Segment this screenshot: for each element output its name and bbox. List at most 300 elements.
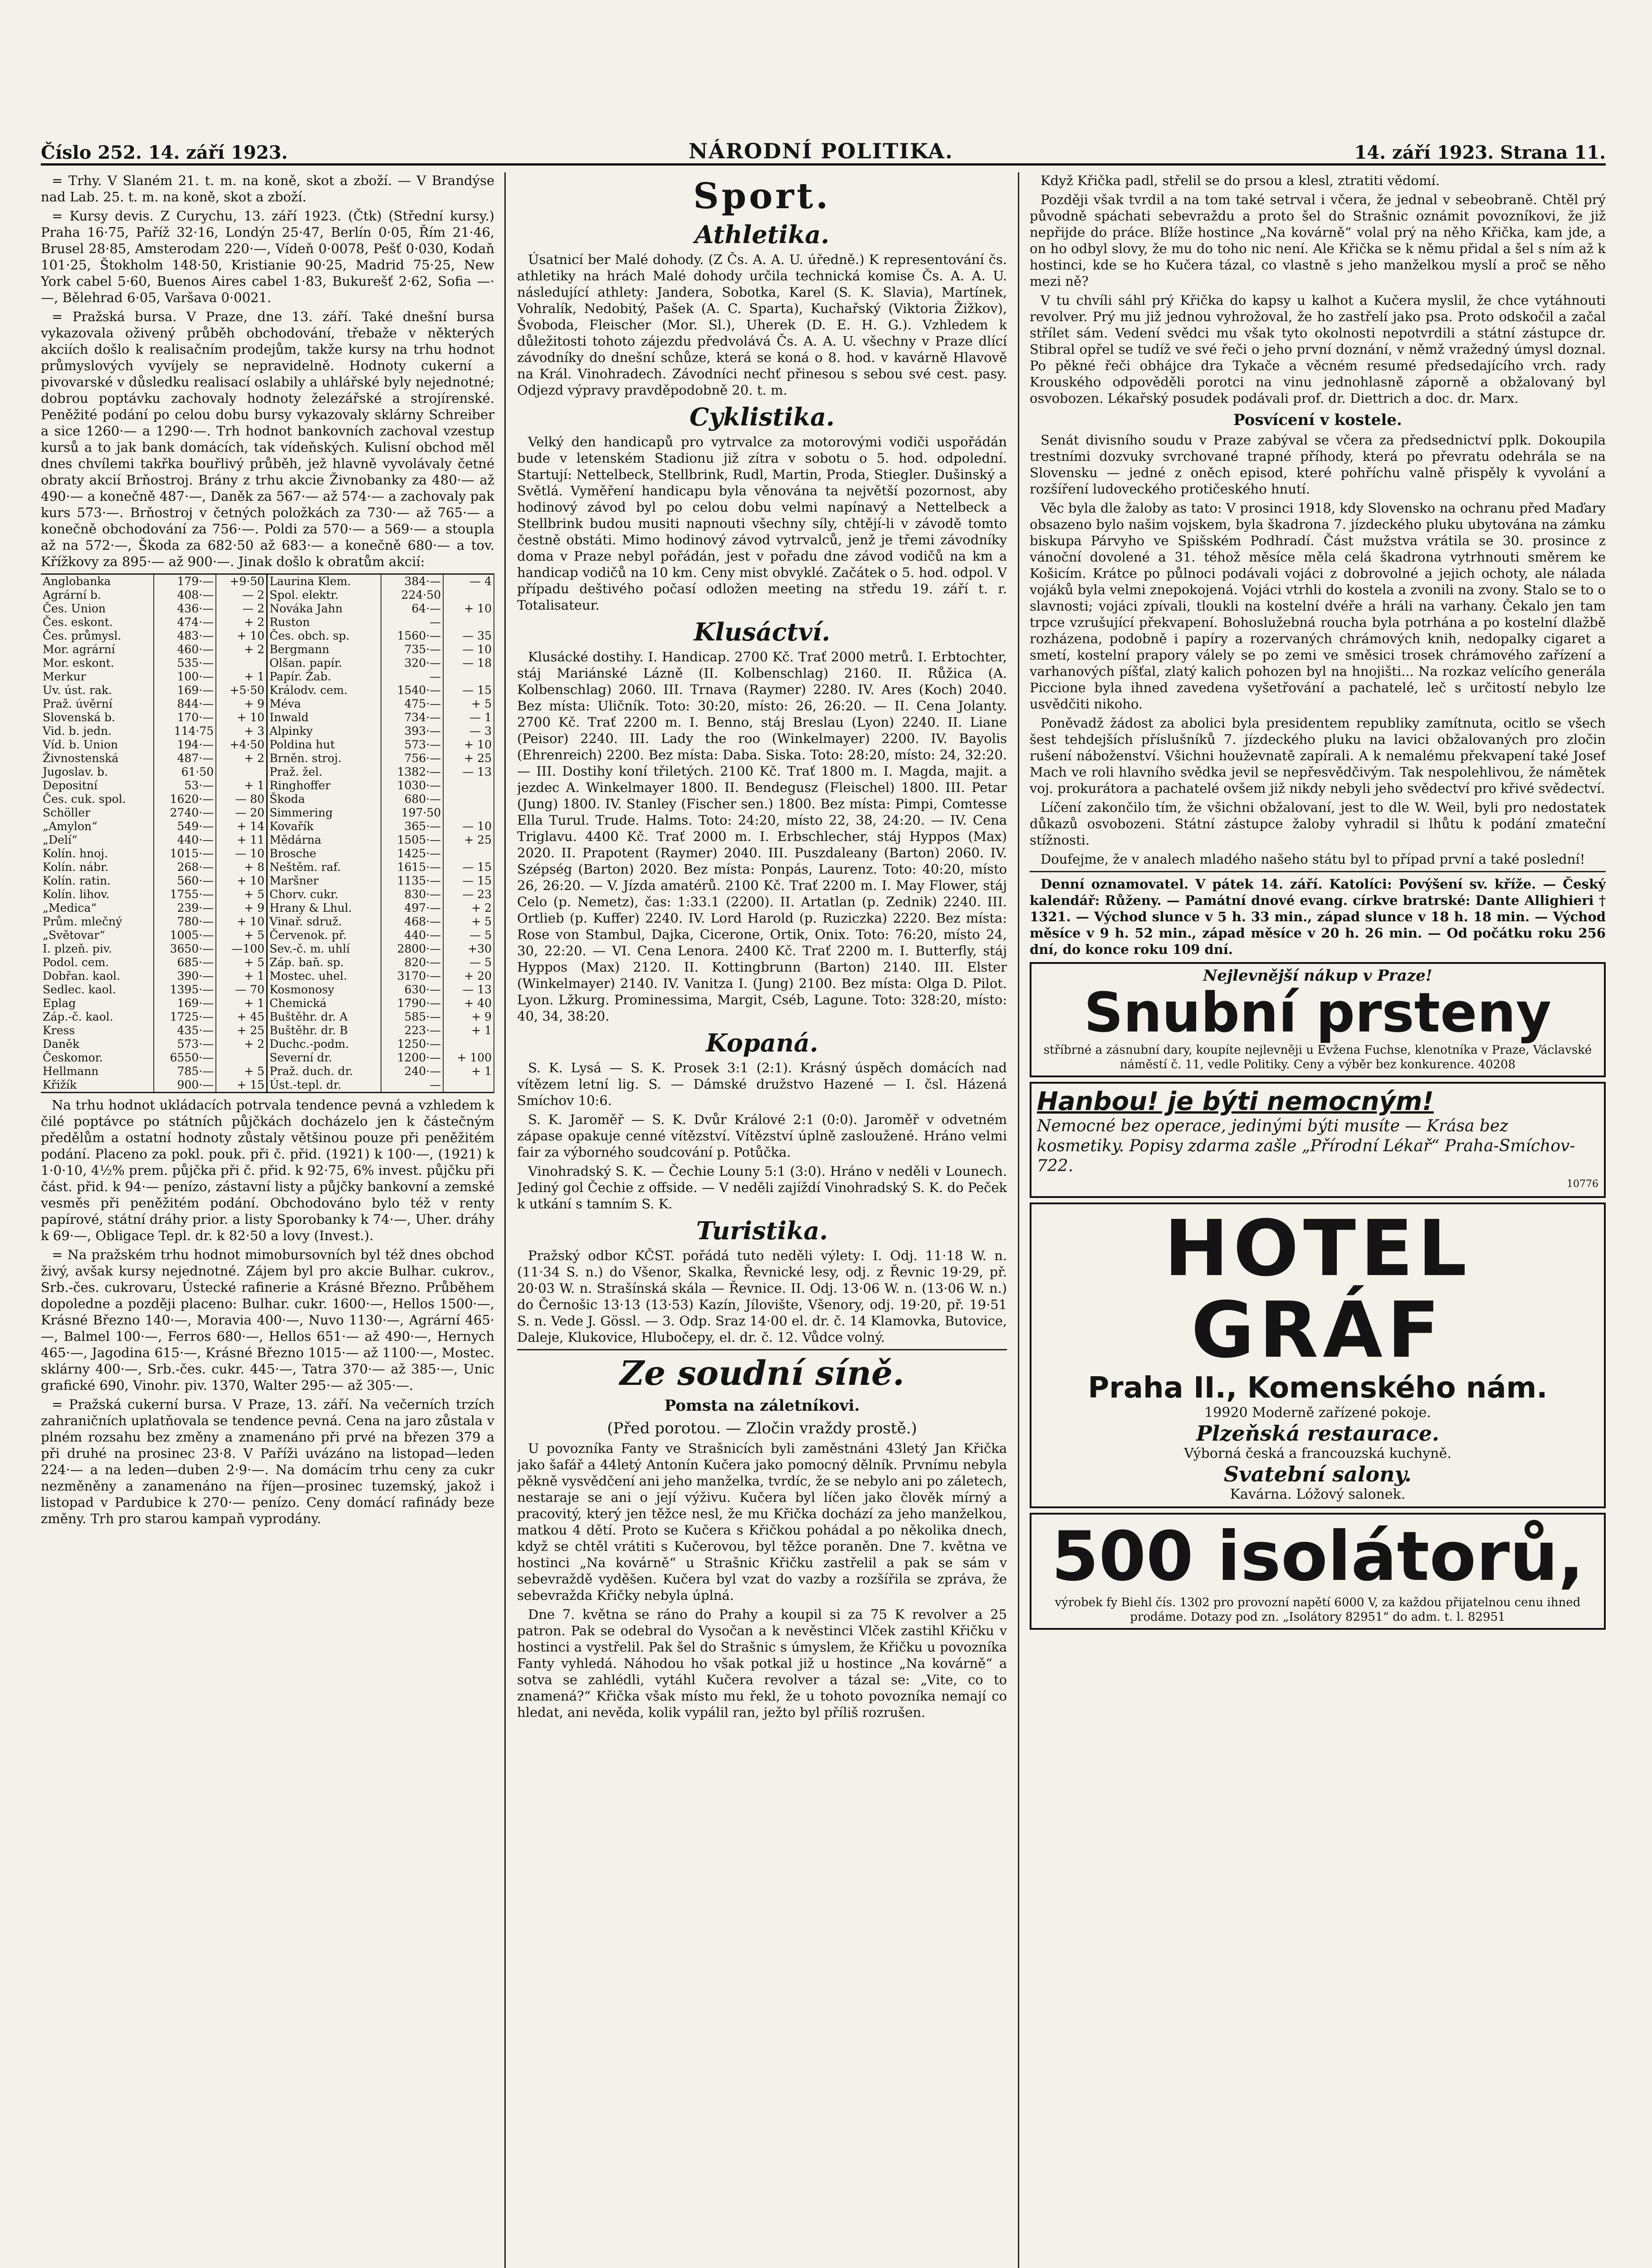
table-cell [443,1078,494,1093]
table-cell: — 18 [443,656,494,670]
table-cell: 756·— [381,752,444,765]
table-cell: 194·— [154,738,216,752]
table-cell: — 13 [443,765,494,779]
cycling-article: Velký den handicapů pro vytrvalce za motorovými vodiči uspořádán bude v letenském Stadionu již zítra v sobotu o 5. hod. odpolední. Startují: Nettelbeck, Stellbrink, Rudl, Martin, Proda, Stiegler. Dušinský a Světlá. Vyměření handicapu byla věnována ta největší pozornost, aby hodinový závod byl po celou dobu velmi napínavý a Nettelbeck a Stellbrink budou musiti napnouti všechny síly, chtějí-li v závodě tomto čestně obstáti. Mimo hodinový závod vytrvalců, jenž je třemi závodníky doma v Praze nebyl pořádán, jest v pořadu dne závod vodičů na km a handicap vodičů na 10 km. Ceny mist obvyklé. Začátek o 5. hod. odpol. V případu deštivého počasí odložen meeting na středu 19. září t. r. Totalisateur. [517,434,1007,613]
table-row [41,901,494,915]
table-cell: — 2 [216,602,267,616]
table-cell: Kolín. nábr. [41,860,154,874]
athletics-article: Úsatnicí ber Malé dohody. (Z Čs. A. A. U. úředně.) K representování čs. athletiky na hrách Malé dohody určila technická komise Čs. A. A. U. následující athlety: Jandera, Sobotka, Karel (S. K. Slavia), Martínek, Vohralík, Nedobitý, Pašek (A. C. Sparta), Kuchařský (Viktoria Žižkov), Švoboda, Fleischer (Mor. Sl.), Uherek (D. E. H. G.). Vzhledem k důležitosti tohoto zájezdu předvolává Čs. A. A. U. všechny v Praze dlící závodníky do dnešní schůze, která se koná o 8. hod. v kavárně Hlavově na Král. Vinohradech. Závodníci nechť přinesou s sebou své cest. pasy. Odjezd výpravy pravděpodobně 20. t. m. [517,252,1007,398]
table-row [41,956,494,969]
table-cell: Severní dr. [267,1051,381,1065]
advert-hotel-graf [1030,1202,1606,1508]
table-row [41,942,494,956]
table-cell [443,616,494,629]
court-article-subtitle: (Před porotou. — Zločin vraždy prostě.) [607,1419,917,1437]
table-row [41,983,494,997]
table-cell: „Delí“ [41,833,154,847]
table-cell: Červenok. př. [267,929,381,942]
daily-calendar: Denní oznamovatel. V pátek 14. září. Katolíci: Povýšení sv. kříže. — Český kalendář: Růženy. — Památní dnové evang. církve bratrské: Dante Allighieri † 1321. — Východ slunce v 5 h. 33 min., západ slunce v 18 h. 18 min. — Východ měsíce v 9 h. 52 min., západ měsíce v 20 h. 26 min. — Od počátku roku 256 dní, do konce roku 109 dní. [1030,876,1606,957]
court-article-body: Líčení zakončilo tím, že všichni obžalovaní, jest to dle W. Weil, byli pro nedostatek důkazů osvobozeni. Státní zástupce žaloby vyhradil si lhůtu k podání zmateční stížnosti. [1030,800,1606,848]
table-cell: — 35 [443,629,494,643]
table-cell: 440·— [381,929,444,942]
table-cell: 560·— [154,874,216,888]
otc-market-report: = Na pražském trhu hodnot mimobursovních byl též dnes obchod živý, avšak kursy nejednotné. Zájem byl pro akcie Bulhar. cukrov., Srb.-čes. cukrovaru, Ústecké rafinerie a Krásné Březno. Průběhem dopoledne a později placeno: Bulhar. cukr. 1600·—, Hellos 1500·—, Krásné Březno 140·—, Moravia 400·—, Nuvo 1130·—, Agrární 465·—, Balmel 100·—, Ferros 680·—, Hellos 651·— až 490·—, Hernych 465·—, Jagodina 615·—, Krásné Březno 1015·— až 1100·—, Mostec. sklárny 400·—, Srb.-čes. cukr. 445·—, Tatra 370·— až 385·—, Unic grafické 690, Vinohr. piv. 1370, Walter 295·— až 305·—. [41,1247,494,1393]
court-article-title: Pomsta na záletníkovi. [664,1397,860,1415]
table-cell: — 5 [443,929,494,942]
table-row [41,616,494,629]
table-row [41,765,494,779]
table-cell: + 5 [443,915,494,929]
table-cell: — [381,1078,444,1093]
table-cell: — 13 [443,983,494,997]
advert-wedding-rings [1030,962,1606,1077]
table-cell: Nováka Jahn [267,602,381,616]
table-cell: — 15 [443,860,494,874]
table-cell: — 10 [443,820,494,833]
table-cell: Prům. mlečný [41,915,154,929]
table-cell [443,670,494,684]
table-cell: Chorv. cukr. [267,888,381,901]
table-cell [443,588,494,602]
table-cell: + 10 [443,602,494,616]
table-cell: 169·— [154,997,216,1010]
table-cell: 535·— [154,656,216,670]
table-row [41,588,494,602]
table-cell: 170·— [154,711,216,724]
table-cell: + 1 [216,997,267,1010]
table-cell: 1755·— [154,888,216,901]
table-cell: — [381,616,444,629]
page-header [41,132,1606,166]
table-cell: Mor. agrární [41,643,154,656]
table-cell: — 23 [443,888,494,901]
advert-number: 10776 [1567,1178,1598,1190]
table-row [41,860,494,874]
table-cell: — [381,670,444,684]
table-cell: — 10 [216,847,267,860]
table-cell: Čes. cuk. spol. [41,792,154,806]
table-cell: Maršner [267,874,381,888]
table-cell: 820·— [381,956,444,969]
table-cell: 1505·— [381,833,444,847]
table-cell: 1790·— [381,997,444,1010]
table-row [41,697,494,711]
table-cell: 365·— [381,820,444,833]
table-row [41,643,494,656]
table-cell: + 100 [443,1051,494,1065]
table-cell: Záp. baň. sp. [267,956,381,969]
table-cell: 475·— [381,697,444,711]
table-cell: Eplag [41,997,154,1010]
masthead-title: NÁRODNÍ POLITIKA. [689,139,953,163]
table-cell: 1540·— [381,684,444,697]
table-cell: + 2 [443,901,494,915]
table-row [41,915,494,929]
table-cell: Agrární b. [41,588,154,602]
court-article-body: V tu chvíli sáhl prý Křička do kapsy u kalhot a Kučera myslil, že chce vytáhnouti revolver. Prý mu již jednou vyhrožoval, že ho zastřelí jako psa. Proto odskočil a začal střílet sám. Vedení svědci mu však tyto okolnosti nepotvrdili a státní zástupce dr. Stibral opřel se tudíž ve své řeči o jeho první doznání, v němž vražedný úmysl doznal. Po pěkné řeči obhájce dra Tykače a věcném resumé předsedajícího vrch. rady Krouského odpověděli porotci na vinu jednohlasně záporně a obžalovaný byl osvobozen. Lékařský posudek podávali prof. dr. Diettrich a doc. dr. Marx. [1030,293,1606,406]
advert-text: Výborná česká a francouzská kuchyně. [1184,1446,1452,1461]
table-cell: 197·50 [381,806,444,820]
sugar-exchange-report: = Pražská cukerní bursa. V Praze, 13. září. Na večerních trzích zahraničních uplatňovala se tendence pevná. Cena na jaro zůstala v plném rozsahu bez změny a znamenáno při prvé na březen 379 a při druhé na prosinec 23·8. V Paříži uvázáno na listopad—leden 224·— a na leden—duben 2·9·—. Na domácím trhu ceny za cukr nezměněny a zanamenáno na říjen—prosinec tuzemský, jakož i listopad v Pardubice k 270·— penízo. Ceny domácí rafinády beze změny. Trh pro starou kampaň vyprodány. [41,1397,494,1526]
table-cell: + 5 [216,929,267,942]
table-cell: 900·— [154,1078,216,1093]
table-cell: 179·— [154,574,216,589]
table-cell: Křižík [41,1078,154,1093]
table-cell: Ringhoffer [267,779,381,792]
table-cell: I. plzeň. piv. [41,942,154,956]
table-cell: Mostec. uhel. [267,969,381,983]
court-article-body: Senát divisního soudu v Praze zabýval se včera za předsednictví pplk. Dokoupila trestními dozvuky svrchované trapné příhody, která po převratu odehrála se na Slovensku — jedné z oněch episod, které pohříchu valně přispěly k vyvolání a rozšíření ludoveckého protičeského hnutí. [1030,432,1606,497]
table-cell: 497·— [381,901,444,915]
table-cell: Kolín. hnoj. [41,847,154,860]
table-row [41,888,494,901]
section-title-cycling: Cyklistika. [689,402,835,431]
table-row [41,1010,494,1024]
table-cell: 573·— [381,738,444,752]
table-cell: Uv. úst. rak. [41,684,154,697]
stock-table [41,573,494,1093]
advert-isolators [1030,1513,1606,1630]
table-row [41,792,494,806]
table-cell: — 15 [443,684,494,697]
table-cell: 435·— [154,1024,216,1037]
table-cell: 440·— [154,833,216,847]
table-cell: Úst.-tepl. dr. [267,1078,381,1093]
table-cell: 2740·— [154,806,216,820]
table-cell: +30 [443,942,494,956]
table-cell: Podol. cem. [41,956,154,969]
table-row [41,738,494,752]
section-title-tourism: Turistika. [696,1216,828,1245]
table-row [41,574,494,589]
advert-text: Nemocné bez operace, jedinými býti musíte — Krása bez kosmetiky. Popisy zdarma zašle „Přírodní Lékař“ Praha-Smíchov-722. [1037,1117,1575,1175]
table-cell: Kolín. ratin. [41,874,154,888]
table-cell: Merkur [41,670,154,684]
table-cell: — 1 [443,711,494,724]
section-title-trotting: Klusáctví. [694,617,831,646]
table-cell: Depositní [41,779,154,792]
court-article-body: Později však tvrdil a na tom také setrval i včera, že jednal v sebeobraně. Chtěl prý původně spáchati sebevraždu a proto šel do Strašnic oznámit povozníkovi, že již nepřijde do práce. Blíže hostince „Na kovárně“ volal prý na něho Křička, kam jde, a on ho odbyl slovy, že mu do toho nic není. Ale Křička se k němu přidal a šel s ním až k hostinci, kde se ho Kučera tázal, co vlastně s jeho manželkou myslí a proč se něho mezi ně? [1030,192,1606,289]
table-cell: Čes. Union [41,602,154,616]
divider [517,1349,1007,1350]
table-cell: Simmering [267,806,381,820]
table-row [41,656,494,670]
table-cell: Praž. duch. dr. [267,1065,381,1078]
table-cell [216,1051,267,1065]
table-row [41,670,494,684]
court-article-body: Poněvadž žádost za abolici byla presidentem republiky zamítnuta, ocitlo se všech šest tehdejších příslušníků 7. jízdeckého pluku na lavici obžalovaných pro zločin rušení náboženství. Všichni houževnatě zapírali. A k nemalému překvapení také Josef Mach ve roli hlavního svědka jevil se nepřesvědčivým. Tak nespolehlivou, že námětek voj. prokurátora a pachatelé ovšem již nikdy nebyli jeho svědectví pro křivé svědectví. [1030,715,1606,796]
table-cell: Víd. b. Union [41,738,154,752]
table-cell: + 2 [216,616,267,629]
advert-title: HOTEL GRÁF [1164,1204,1471,1375]
table-cell: Chemická [267,997,381,1010]
table-cell: Spol. elektr. [267,588,381,602]
table-cell: 680·— [381,792,444,806]
table-row [41,874,494,888]
table-cell: 1382·— [381,765,444,779]
table-cell: Laurina Klem. [267,574,381,589]
table-cell: Brněn. stroj. [267,752,381,765]
table-cell: 573·— [154,1037,216,1051]
table-row [41,752,494,765]
advert-title: 500 isolátorů, [1051,1517,1584,1596]
bonds-report: Na trhu hodnot ukládacích potrvala tendence pevná a vzhledem k čilé poptávce po státních půjčkách docházelo jen k částečným předělům a ostatní hodnoty zůstaly většinou pouze při peněžitém podání. Placeno za pokl. pouk. při č. přid. (1921) k 100·—, (1921) k 1·0·10, 4½% prem. půjčka při č. přid. k 92·75, 6% invest. půjčku při část. přid. k 94·— penízo, zástavní listy a půjčky bankovní a zemské vesměs při peněžitém podání. Obchodováno bylo též v renty papírové, státní dráhy prior. a listy Sporobanky k 74·—, Uher. dráhy k 69·—, Obligace Tepl. dr. k 82·50 a lovy (Invest.). [41,1097,494,1243]
table-cell: Dobřan. kaol. [41,969,154,983]
section-title-football: Kopaná. [706,1028,818,1057]
table-cell: 3650·— [154,942,216,956]
table-cell: 1135·— [381,874,444,888]
table-cell: +5·50 [216,684,267,697]
table-cell: 1015·— [154,847,216,860]
currency-rates: = Kursy devis. Z Curychu, 13. září 1923. (Čtk) (Střední kursy.) Praha 16·75, Paříž 32·16, Londýn 25·47, Berlín 0·05, Řím 21·46, Brusel 28·85, Amsterodam 220·—, Vídeň 0·0078, Pešť 0·030, Kodaň 101·25, Štokholm 148·50, Kristianie 90·25, Madrid 75·25, New York cabel 5·60, Buenos Aires cabel 1·83, Bukurešť 2·62, Sofia —·—, Bělehrad 6·05, Varšava 0·0021. [41,208,494,305]
table-cell: — 5 [443,956,494,969]
table-cell: + 11 [216,833,267,847]
table-cell [443,847,494,860]
table-cell: + 2 [216,752,267,765]
advert-text: stříbrné a zásnubní dary, koupíte nejlevněji u Evžena Fuchse, klenotníka v Praze, Václavské náměstí č. 11, vedle Politiky. Ceny a výběr bez konkurence. 40208 [1043,1043,1592,1071]
table-cell: 785·— [154,1065,216,1078]
table-cell: Vinař. sdruž. [267,915,381,929]
court-article-title: Posvícení v kostele. [1233,411,1402,429]
table-cell: + 8 [216,860,267,874]
table-cell: „Světovar“ [41,929,154,942]
prague-exchange-report: = Pražská bursa. V Praze, dne 13. září. Také dnešní bursa vykazovala oživený průběh obchodování, třebaže v některých akciích došlo k realisačním prodejům, takže kursy na trhu hodnot průmyslových vyvíjely se nepravidelně. Hodnoty cukerní a pivovarské v důsledku realisací oslabily a uhlářské byly nejednotné; dobrou poptávku zachovaly hodnoty železářské a strojírenské. Peněžité podání po celou dobu bursy vykazovaly sklárny Schreiber a sice 1260·— a 1290·—. Trh hodnot bankovních zachoval vzestup kursů a to jak bank domácích, tak vídeňských. Kulisní obchod měl dnes chvílemi takřka bouřlivý průběh, jež hlavně vyvolávaly četné obraty akcií Brňostroj. Brány z trhu akcie Živnobanky za 480·— až 490·— a konečně 487·—, Daněk za 567·— až 574·— a zachovaly pak kurs 573·—. Brňostroj v četných položkách za 730·— až 765·— a konečně obchodování za 756·—. Poldi za 570·— a 569·— a stoupla až na 572·—, Škoda za 682·50 až 683·— a konečně 680·— a tov. Křížkovy za 895·— až 900·—. Jinak došlo k obratům akcií: [41,309,494,569]
table-cell: Mědárna [267,833,381,847]
table-cell: — 2 [216,588,267,602]
table-cell: + 25 [443,752,494,765]
table-cell: Mor. eskont. [41,656,154,670]
table-cell: Olšan. papír. [267,656,381,670]
table-row [41,1037,494,1051]
column-divider [1018,172,1019,2268]
table-cell: + 2 [216,1037,267,1051]
table-cell: 408·— [154,588,216,602]
table-cell: 393·— [381,724,444,738]
table-cell: Králodv. cem. [267,684,381,697]
table-cell: + 20 [443,969,494,983]
table-cell: 240·— [381,1065,444,1078]
issue-number: Číslo 252. 14. září 1923. [41,142,288,163]
table-cell: + 9 [216,697,267,711]
table-cell: Škoda [267,792,381,806]
table-cell: 6550·— [154,1051,216,1065]
table-cell: 1250·— [381,1037,444,1051]
table-cell: 734·— [381,711,444,724]
table-cell [216,765,267,779]
table-cell: 169·— [154,684,216,697]
table-row [41,724,494,738]
table-row [41,629,494,643]
table-cell: 239·— [154,901,216,915]
table-cell: 1725·— [154,1010,216,1024]
table-cell: Vid. b. jedn. [41,724,154,738]
table-cell: Hellmann [41,1065,154,1078]
table-cell: 436·— [154,602,216,616]
table-cell: 1200·— [381,1051,444,1065]
table-cell: Buštěhr. dr. A [267,1010,381,1024]
court-article-body: Když Křička padl, střelil se do prsou a klesl, ztratiti vědomí. [1041,173,1440,188]
table-cell: Méva [267,697,381,711]
table-cell: + 5 [443,697,494,711]
table-row [41,711,494,724]
table-cell: + 1 [216,969,267,983]
table-cell: Papír. Žab. [267,670,381,684]
table-row [41,602,494,616]
table-cell: 1560·— [381,629,444,643]
table-cell: Inwald [267,711,381,724]
table-cell: — 15 [443,874,494,888]
table-cell: 1030·— [381,779,444,792]
table-cell: Poldina hut [267,738,381,752]
table-cell [443,806,494,820]
table-cell: 1395·— [154,983,216,997]
advert-health [1030,1082,1606,1198]
table-cell: 268·— [154,860,216,874]
table-cell: —100 [216,942,267,956]
table-cell: Čes. průmysl. [41,629,154,643]
table-cell: Buštěhr. dr. B [267,1024,381,1037]
column-divider [504,172,506,2268]
table-cell [443,1037,494,1051]
markets-notice: = Trhy. V Slaném 21. t. m. na koně, skot a zboží. — V Brandýse nad Lab. 25. t. m. na koně, skot a zboží. [41,173,494,205]
advert-title: Hanbou! je býti nemocným! [1037,1087,1434,1116]
table-row [41,997,494,1010]
table-cell: — 10 [443,643,494,656]
table-row [41,833,494,847]
table-cell: + 15 [216,1078,267,1093]
table-cell: + 5 [216,956,267,969]
table-row [41,1051,494,1065]
table-cell: 100·— [154,670,216,684]
table-cell: 320·— [381,656,444,670]
table-cell [443,779,494,792]
table-cell: 830·— [381,888,444,901]
court-article-body: Věc byla dle žaloby as tato: V prosinci 1918, kdy Slovensko na ochranu před Maďary obsazeno bylo našim vojskem, byla škadrona 7. jízdeckého pluku ubytována na zámku biskupa Párvyho ve Spišském Podhradí. Část mužstva vrátila se 30. prosince z vánoční dovolené a 31. téhož měsíce měla celá škadrona vytrhnouti směrem ke Košicím. Krátce po půlnoci podávali vojáci z dobrovolné a jejich ochoty, ale nálada vojáků byla velmi znepokojená. Vojáci vtrhli do kostela a zvonili na zvony. Stalo se to o slavnosti; vojáci zpívali, tloukli na kostelní dvéře a hráli na varhany. Čekalo jen tam trpce vzrušující překvapení. Bohoslužebná roucha byla potrhána a po kostelní dlažbě rozházena, podobně i papíry a rozervaných chrámových knih, nedopalky cigaret a smetí, kostelní prapory válely se po zemi ve směsici trosek chrámového zařízení a varhanových píšťal, zlatý kalich pohozen byl na hnojišti... Na rozkaz velícího generála Piccione byla ihned zavedena vyšetřování a pachatelé, leč s určitostí nebylo lze usvědčiti nikoho. [1030,500,1606,712]
football-result: S. K. Lysá — S. K. Prosek 3:1 (2:1). Krásný úspěch domácích nad vítězem letní lig. S. — Dámské družstvo Hazené — I. čsl. Házená Smíchov 10:6. [517,1060,1007,1108]
table-cell: + 5 [216,1065,267,1078]
table-cell: + 1 [443,1065,494,1078]
table-row [41,806,494,820]
section-title-sport: Sport. [693,176,831,217]
table-cell: + 14 [216,820,267,833]
table-cell: + 9 [443,1010,494,1024]
table-cell: + 1 [216,670,267,684]
table-cell: 2800·— [381,942,444,956]
table-cell: Brosche [267,847,381,860]
table-cell: Neštěm. raf. [267,860,381,874]
table-cell: 585·— [381,1010,444,1024]
table-row [41,1024,494,1037]
table-cell: + 3 [216,724,267,738]
table-cell: Kovařík [267,820,381,833]
table-cell: — 80 [216,792,267,806]
table-cell: — 4 [443,574,494,589]
table-cell: + 2 [216,643,267,656]
table-cell: 735·— [381,643,444,656]
table-cell: Duchc.-podm. [267,1037,381,1051]
table-cell: 224·50 [381,588,444,602]
table-cell: Anglobanka [41,574,154,589]
table-cell: Jugoslav. b. [41,765,154,779]
advert-tagline: Nejlevnější nákup v Praze! [1203,967,1432,985]
table-cell: + 10 [216,629,267,643]
table-cell: Živnostenská [41,752,154,765]
table-cell: + 5 [216,888,267,901]
table-cell: 460·— [154,643,216,656]
advert-title: Snubní prsteny [1084,982,1552,1045]
table-cell: Kress [41,1024,154,1037]
advert-feature: Svatební salony. [1223,1462,1412,1486]
table-cell: + 9 [216,901,267,915]
table-cell: + 40 [443,997,494,1010]
table-cell: + 10 [216,915,267,929]
divider [1030,871,1606,872]
advert-address: Praha II., Komenského nám. [1088,1371,1548,1405]
table-cell: Bergmann [267,643,381,656]
table-cell: 1425·— [381,847,444,860]
table-cell: 1615·— [381,860,444,874]
table-cell: 630·— [381,983,444,997]
table-cell: 780·— [154,915,216,929]
court-article-body: Doufejme, že v analech mladého našeho státu byl to případ první a také poslední! [1041,851,1585,867]
table-cell: — 70 [216,983,267,997]
date-page: 14. září 1923. Strana 11. [1354,142,1606,163]
table-cell: — 20 [216,806,267,820]
football-result: S. K. Jaroměř — S. K. Dvůr Králové 2:1 (0:0). Jaroměř v odvetném zápase opakuje cenné vítězství. Vítězství úplně zasloužené. Hráno velmi fair za výborného soudcování p. Potůčka. [517,1112,1007,1160]
table-cell: 1005·— [154,929,216,942]
table-row [41,820,494,833]
advert-text: výrobek fy Biehl čís. 1302 pro provozní napětí 6000 V, za každou přijatelnou cenu ihned prodáme. Dotazy pod zn. „Isolátory 82951“ do adm. t. l. 82951 [1055,1596,1581,1624]
football-result: Vinohradský S. K. — Čechie Louny 5:1 (3:0). Hráno v neděli v Lounech. Jediný gol Čechie z offside. — V neděli zajíždí Vinohradský S. K. do Peček k utkání s tamním S. K. [517,1163,1007,1212]
table-cell: 483·— [154,629,216,643]
table-cell: 64·— [381,602,444,616]
court-article-body: U povozníka Fanty ve Strašnicích byli zaměstnáni 43letý Jan Křička jako šafář a 44letý Antonín Kučera jako pomocný dělník. Prvnímu nebyla pěkně vysvědčení ani jeho manželka, tvrdíc, že se nebylo ani po záletech, nestaraje se ani o její výživu. Kučera byl líčen jako člověk mírný a pracovitý, který jen těžce nesl, že mu Křička dochází za jeho manželkou, matkou 4 dětí. Proto se Kučera s Křičkou pohádal a po několika dnech, když se chtěl vrátiti s Kučerovou, byl těžce poraněn. Dne 7. května ve hostinci „Na kovárně“ u Strašnic Křičku zastřelil a pak se sám v sebevraždě vyděšen. Kučera byl vzat do vazby a rozšířila se zpráva, že sebevražda Křičky nebyla úplná. [517,1441,1007,1603]
table-cell: + 45 [216,1010,267,1024]
table-cell: 61·50 [154,765,216,779]
table-cell: + 25 [216,1024,267,1037]
advert-text: 19920 Moderně zařízené pokoje. [1204,1405,1431,1421]
table-row [41,969,494,983]
table-cell: + 25 [443,833,494,847]
table-cell: Hrany & Lhul. [267,901,381,915]
table-cell: — 3 [443,724,494,738]
table-row [41,779,494,792]
table-cell: Ruston [267,616,381,629]
trotting-article: Klusácké dostihy. I. Handicap. 2700 Kč. Trať 2000 metrů. I. Erbtochter, stáj Mariánské Lázně (II. Kolbenschlag) 2160. II. Růžica (A. Kolbenschlag) 2060. III. Trnava (Raymer) 2280. IV. Ares (Koch) 2040. Bez místa: Uličník. Toto: 30:20, místo: 26, 26:20. — II. Cena Jolanty. 2700 Kč. Trať 2200 m. I. Benno, stáj Breslau (Lyon) 2240. II. Liane (Peisor) 2240. III. Lady the roo (Winkelmayer) 2200. IV. Bayolis (Ehrenreich) 2200. Bez místa: Daba. Siska. Toto: 28:20, místo: 24, 32:20. — III. Dostihy koní třiletých. 2100 Kč. Trať 1800 m. I. Magda, majit. a jezdec A. Winkelmayer 1800. II. Bendegusz (Fleischel) 1800. III. Petar (Jung) 1800. IV. Stanley (Fischer sen.) 1800. Bez místa: Pimpi, Comtesse Ella Turul. Trude. Halms. Toto: 24:20, místo 22, 38, 24:20. — IV. Cena Triglavu. 4400 Kč. Trať 2000 m. I. Erbschlecher, stáj Hyppos (Max) 2020. II. Prapotent (Raymer) 2040. III. Puszdaleany (Barton) 2060. IV. Szépség (Barton) 2020. Bez místa: Ponpás, Laurenz. Toto: 40:20, místo 26, 26:20. — V. Jízda amatérů. 2100 Kč. Trať 2200 m. I. May Flower, stáj Celo (p. Nemetz), čas: 1:33.1 (2200). II. Artatlan (p. Zednik) 2240. III. Ortlieb (p. Kuffer) 2240. IV. Lord Harold (p. Ruziczka) 2220. Bez místa: Rose von Stambul, Dajka, Cicerone, Ortik, Onix. Toto: 76:20, místo 24, 30, 22:20. — VI. Cena Lenora. 2400 Kč. Trať 2200 m. I. Butterfly, stáj Hyppos (Max) 2120. II. Kottingbrunn (Barton) 2140. III. Elster (Winkelmayer) 2140. IV. Vanitza I. (Jung) 2100. Bez místa: Olga D. Pilot. Lyon. Lžkurg. Prominessima, Margit, Cséb, Lagune. Toto: 328:20, místo: 40, 34, 38:20. [517,649,1007,1024]
table-cell: 390·— [154,969,216,983]
table-cell: Praž. žel. [267,765,381,779]
table-cell: Sedlec. kaol. [41,983,154,997]
table-cell: +9·50 [216,574,267,589]
table-cell: 468·— [381,915,444,929]
table-cell: + 1 [443,1024,494,1037]
table-cell: 3170·— [381,969,444,983]
section-title-court: Ze soudní síně. [620,1354,904,1393]
table-cell: „Medica“ [41,901,154,915]
table-cell: Daněk [41,1037,154,1051]
column-sport [517,172,1007,2268]
table-cell: Českomor. [41,1051,154,1065]
table-row [41,684,494,697]
table-cell: 384·— [381,574,444,589]
table-cell: Čes. eskont. [41,616,154,629]
table-cell: + 1 [216,779,267,792]
table-cell: Kolín. lihov. [41,888,154,901]
table-cell: Kosmonosy [267,983,381,997]
table-cell: Čes. obch. sp. [267,629,381,643]
table-row [41,1078,494,1093]
table-cell: Alpinky [267,724,381,738]
